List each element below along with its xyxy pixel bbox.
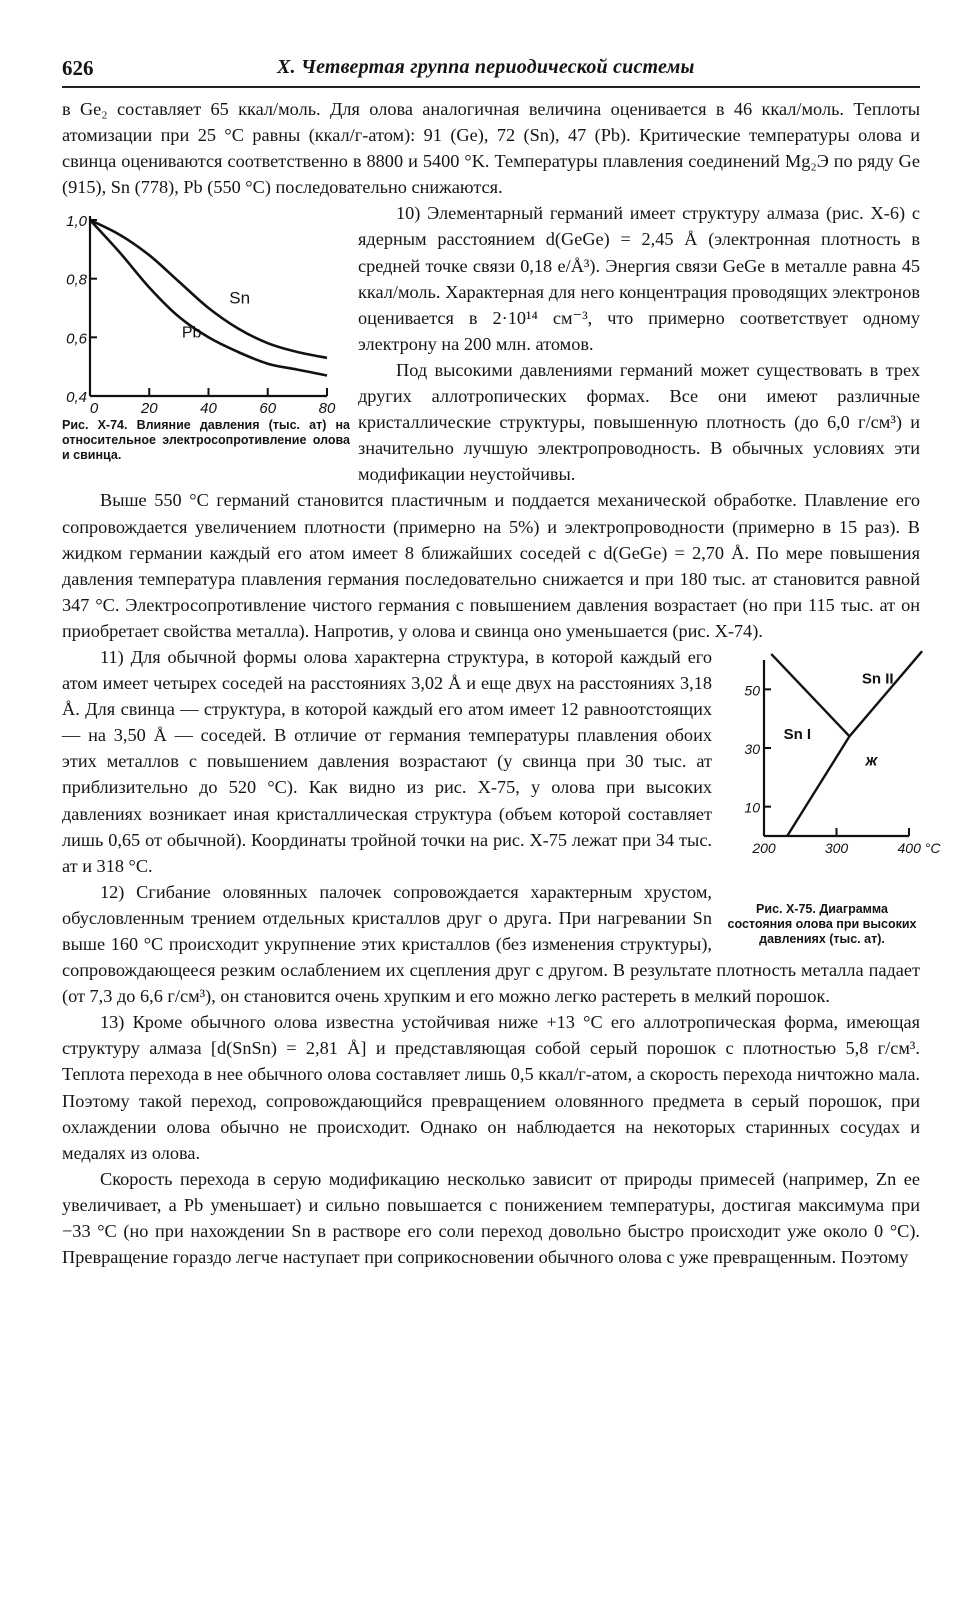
phase-diagram [724, 650, 941, 902]
y-tick-label: 1,0 [66, 213, 87, 231]
x-tick-label: 400 °C [897, 839, 941, 856]
y-tick-label: 0,4 [66, 389, 87, 407]
paragraph-2-text: 10) Элементарный германий имеет структуру алмаза (рис. X-6) с ядерным расстоянием d(GeGe) = 2,45 Å (электронная плотность в средней точке связи 0,18 e/Å³). Энергия связи GeGe в металле равна 45 ккал/моль. Характерная для него концентрация проводящих электронов оценивается в 2·10¹⁴ см⁻³, что примерно соответствует одному электрону на 200 млн. атомов. [358, 203, 920, 354]
paragraph-6: 12) Сгибание оловянных палочек сопровождается характерным хрустом, обусловленным трением отдельных кристаллов друг о друга. При нагревании Sn выше 160 °C происходит укрупнение этих кристаллов (без изменения структуры), сопровождающееся резким ослаблением их сцепления друг с другом. В результате плотность металла падает (от 7,3 до 6,6 г/см³), он становится очень хрупким и его можно легко растереть в мелкий порошок. [62, 881, 920, 1007]
y-tick-label: 0,8 [66, 272, 87, 290]
phase-boundary-sni-liquid [787, 736, 849, 836]
figure-x74-caption: Рис. X-74. Влияние давления (тыс. ат) на относительное электросопротивление олова и свинца. [62, 418, 350, 463]
paragraph-3: Под высокими давлениями германий может существовать в трех других аллотропических формах. Все они имеют различные кристаллические структуры, повышенную плотность (до 6,0 г/см³) и значительно лучшую электропроводность. В обычных условиях эти модификации неустойчивы. [358, 359, 920, 485]
y-tick-label: 30 [744, 740, 760, 757]
phase-boundary-snii-liquid [850, 651, 923, 736]
x-tick-label: 0 [89, 400, 99, 418]
figure-x74 [62, 206, 350, 463]
phase-boundary-sni-snii [771, 654, 849, 736]
running-title: X. Четвертая группа периодической системы [277, 56, 695, 78]
page [62, 48, 941, 1270]
x-tick-label: 300 [824, 839, 849, 856]
x-tick-label: 200 [752, 839, 776, 856]
region-label-sn2: Sn II [861, 670, 894, 688]
y-tick-label: 10 [744, 799, 760, 816]
x-tick-label: 20 [140, 400, 158, 418]
paragraph-1: в Ge₂ составляет 65 ккал/моль. Для олова аналогичная величина оценивается в 46 ккал/моль. Теплоты атомизации при 25 °C равны (ккал/г-атом): 91 (Ge), 72 (Sn), 47 (Pb). Критические температуры олова и свинца оцениваются соответственно в 8800 и 5400 °K. Температуры плавления соединений Mg₂Э по ряду Ge (915), Sn (778), Pb (550 °C) последовательно снижаются. [62, 99, 920, 198]
figure-x75-caption: Рис. X-75. Диаграмма состояния олова при высоких давлениях (тыс. ат). [727, 901, 917, 946]
x-tick-label: 60 [259, 400, 277, 418]
series-label-sn: Sn [229, 288, 251, 308]
paragraph-4: Выше 550 °C германий становится пластичным и поддается механической обработке. Плавление его сопровождается увеличением плотности (примерно на 5%) и электропроводности (примерно в 15 раз). В жидком германии каждый его атом имеет 8 ближайших соседей с d(GeGe) = 2,70 Å. По мере повышения давления температура плавления германия последовательно снижается и при 180 тыс. ат становится равной 347 °C. Электросопротивление чистого германия с повышением давления возрастает (но при 115 тыс. ат он приобретает свойства металла). Напротив, у олова и свинца оно уменьшается (рис. X-74). [62, 490, 920, 641]
region-label-sn1: Sn I [783, 726, 812, 744]
x-tick-label: 80 [318, 400, 336, 418]
series-label-pb: Pb [181, 324, 202, 342]
paragraph-5-text: 11) Для обычной формы олова характерна структура, в которой каждый его атом имеет четырех соседей на расстояниях 3,02 Å и еще двух на расстояниях 3,18 Å. Для свинца — структура, в которой каждый его атом имеет 12 равноотстоящих — на 3,50 Å — соседей. В отличие от германия температуры плавления обоих этих металлов с повышением давления возрастают (у свинца при 30 тыс. ат приблизительно до 520 °C). Как видно из рис. X-75, у олова при высоких давлениях возникает иная кристаллическая структура (объем которой составляет лишь 0,65 от обычной). Координаты тройной точки на рис. X-75 лежат при 34 тыс. ат и 318 °C. [62, 646, 712, 876]
region-label-liquid: ж [865, 752, 878, 770]
y-tick-label: 50 [744, 682, 760, 699]
paragraph-8: Скорость перехода в серую модификацию несколько зависит от природы примесей (например, Zn ее увеличивает, а Pb уменьшает) и сильно повышается с понижением температуры, достигая максимума при −33 °C (но при нахождении Sn в растворе его соли переход довольно быстро происходит уже около 0 °C). Превращение гораздо легче наступает при соприкосновении обычного олова с уже превращенным. Поэтому [62, 1168, 920, 1268]
text-body [62, 96, 941, 1270]
running-header [62, 48, 920, 88]
series-line-pb [90, 220, 327, 376]
page-number: 626 [62, 56, 94, 80]
y-tick-label: 0,6 [66, 330, 87, 348]
x-tick-label: 40 [200, 400, 217, 418]
figure-x75 [724, 650, 941, 947]
paragraph-7: 13) Кроме обычного олова известна устойчивая ниже +13 °C его аллотропическая форма, имеющая структуру алмаза [d(SnSn) = 2,81 Å] и представляющая собой серый порошок с плотностью 5,8 г/см³. Теплота перехода в нее обычного олова составляет лишь 0,5 ккал/г-атом, а скорость перехода ничтожно мала. Поэтому такой переход, сопровождающийся превращением оловянного предмета в серый порошок, при охлаждении олова обычно не происходит. Однако он наблюдается на некоторых старинных сосудах и медалях из олова. [62, 1012, 920, 1163]
resistance-chart [62, 206, 350, 418]
